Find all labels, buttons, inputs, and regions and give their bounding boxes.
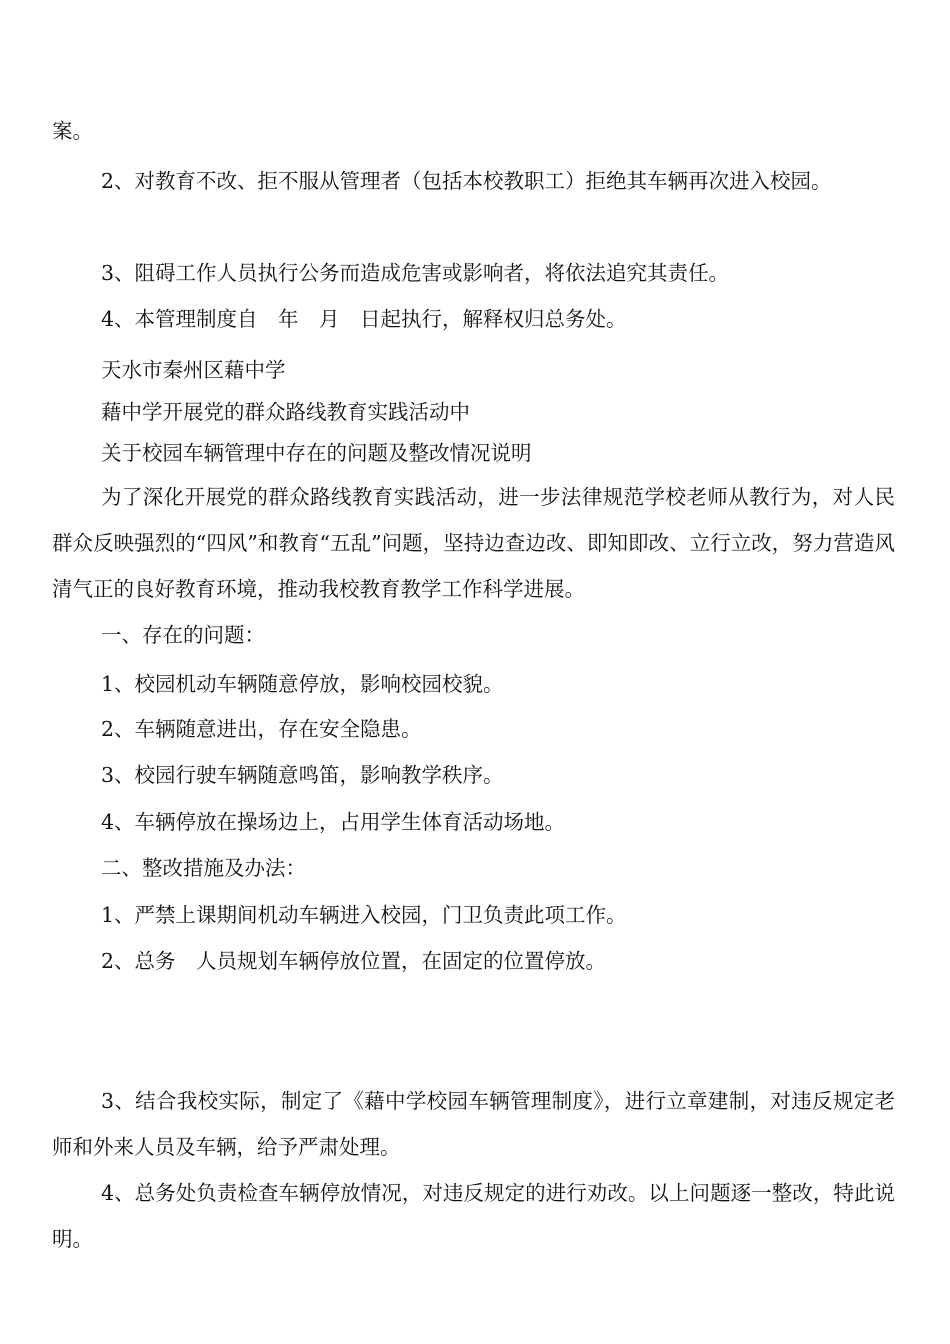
problem-item-1: 1、校园机动车辆随意停放，影响校园校貌。 [101, 672, 504, 696]
measure-item-4: 4、总务处负责检查车辆停放情况，对违反规定的进行劝改。以上问题逐一整改，特此说明。 [52, 1181, 895, 1251]
measure-item-3: 3、结合我校实际，制定了《藉中学校园车辆管理制度》，进行立章建制，对违反规定老师和外来人员及车辆，给予严肃处理。 [52, 1089, 895, 1159]
school-name: 天水市秦州区藉中学 [101, 358, 286, 382]
section-heading-measures: 二、整改措施及办法： [101, 856, 306, 880]
paragraph-rule-2: 2、对教育不改、拒不服从管理者（包括本校教职工）拒绝其车辆再次进入校园。 [101, 169, 832, 193]
document-subtitle: 藉中学开展党的群众路线教育实践活动中 [101, 400, 470, 424]
problem-item-4: 4、车辆停放在操场边上，占用学生体育活动场地。 [101, 810, 566, 834]
section-heading-problems: 一、存在的问题： [101, 623, 265, 647]
measure-item-1: 1、严禁上课期间机动车辆进入校园，门卫负责此项工作。 [101, 903, 627, 927]
problem-item-3: 3、校园行驶车辆随意鸣笛，影响教学秩序。 [101, 763, 504, 787]
measure-item-2: 2、总务 人员规划车辆停放位置，在固定的位置停放。 [101, 949, 607, 973]
paragraph-continuation: 案。 [52, 119, 93, 143]
intro-paragraph: 为了深化开展党的群众路线教育实践活动，进一步法律规范学校老师从教行为，对人民群众反映强烈的“四风”和教育“五乱”问题，坚持边查边改、即知即改、立行立改，努力营造风清气正的良好教育环境，推动我校教育教学工作科学进展。 [52, 485, 895, 601]
document-title: 关于校园车辆管理中存在的问题及整改情况说明 [101, 441, 532, 465]
paragraph-rule-4: 4、本管理制度自 年 月 日起执行，解释权归总务处。 [101, 307, 627, 331]
problem-item-2: 2、车辆随意进出，存在安全隐患。 [101, 717, 422, 741]
paragraph-rule-3: 3、阻碍工作人员执行公务而造成危害或影响者，将依法追究其责任。 [101, 261, 730, 285]
